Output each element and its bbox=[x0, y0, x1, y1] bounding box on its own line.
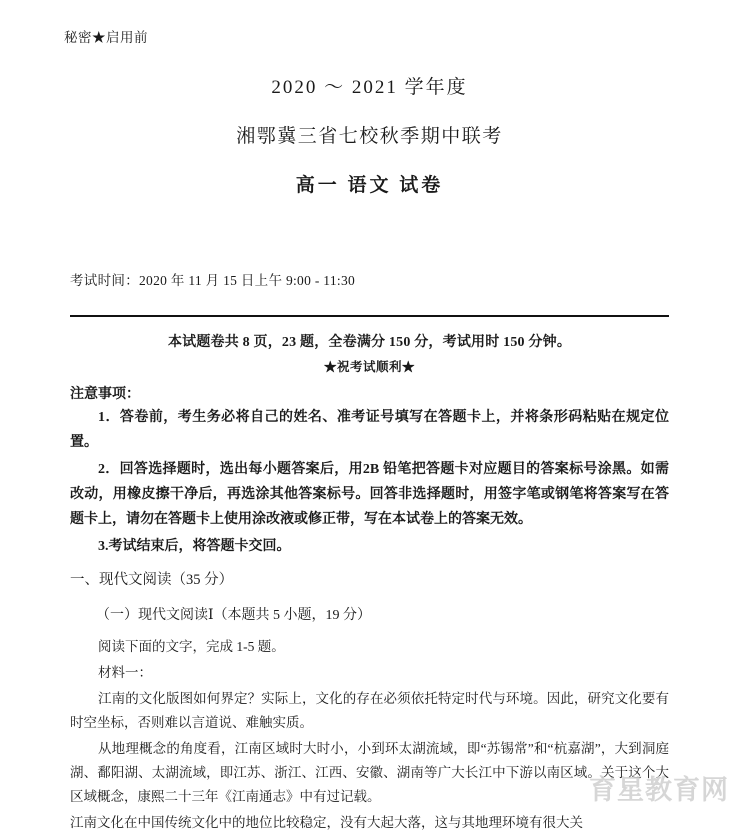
attention-item-2: 2．回答选择题时，选出每小题答案后，用2B 铅笔把答题卡对应题目的答案标号涂黑。如需改动，用橡皮擦干净后，再选涂其他答案标号。回答非选择题时，用签字笔或钢笔将答案写在答题卡上，请勿在答题卡上使用涂改液或修正带，写在本试卷上的答案无效。 bbox=[70, 462, 669, 527]
attention-item-3: 3.考试结束后，将答题卡交回。 bbox=[98, 539, 291, 554]
attention-item-1: 1．答卷前，考生务必将自己的姓名、准考证号填写在答题卡上，并将条形码粘贴在规定位置。 bbox=[70, 410, 669, 450]
material-label: 材料一： bbox=[98, 665, 152, 680]
exam-time: 考试时间：2020 年 11 月 15 日上午 9:00 - 11:30 bbox=[70, 273, 356, 288]
exam-notice: 本试题卷共 8 页，23 题，全卷满分 150 分，考试用时 150 分钟。 bbox=[167, 335, 572, 350]
watermark: 育星教育网 bbox=[589, 775, 729, 805]
attention-title: 注意事项： bbox=[70, 387, 140, 402]
title-block bbox=[70, 72, 669, 197]
reading-instruction: 阅读下面的文字，完成 1-5 题。 bbox=[98, 639, 285, 654]
paragraph-2: 从地理概念的角度看，江南区域时大时小，小到环太湖流域，即“苏锡常”和“杭嘉湖”，大到洞庭湖、鄱阳湖、太湖流域，即江苏、浙江、江西、安徽、湖南等广大长江中下游以南区域。关于这个大区域概念，康熙二十三年《江南通志》中有过记载。 bbox=[70, 741, 669, 804]
page-title: 高一 语文 试卷 bbox=[295, 175, 444, 196]
secret-mark: 秘密★启用前 bbox=[64, 30, 148, 45]
horizontal-divider bbox=[70, 315, 669, 317]
title-main: 湘鄂冀三省七校秋季期中联考 bbox=[236, 126, 503, 147]
paragraph-3: 江南文化在中国传统文化中的地位比较稳定，没有大起大落，这与其地理环境有很大关 bbox=[70, 815, 583, 830]
subsection-heading-1: （一）现代文阅读Ⅰ（本题共 5 小题，19 分） bbox=[96, 608, 372, 623]
paragraph-1: 江南的文化版图如何界定？实际上，文化的存在必须依托特定时代与环境。因此，研究文化要有时空坐标，否则难以言道说、难触实质。 bbox=[70, 691, 669, 730]
section-heading-1: 一、现代文阅读（35 分） bbox=[70, 572, 234, 588]
wish-line: ★祝考试顺利★ bbox=[323, 360, 415, 374]
title-year: 2020 ～ 2021 学年度 bbox=[271, 77, 468, 98]
